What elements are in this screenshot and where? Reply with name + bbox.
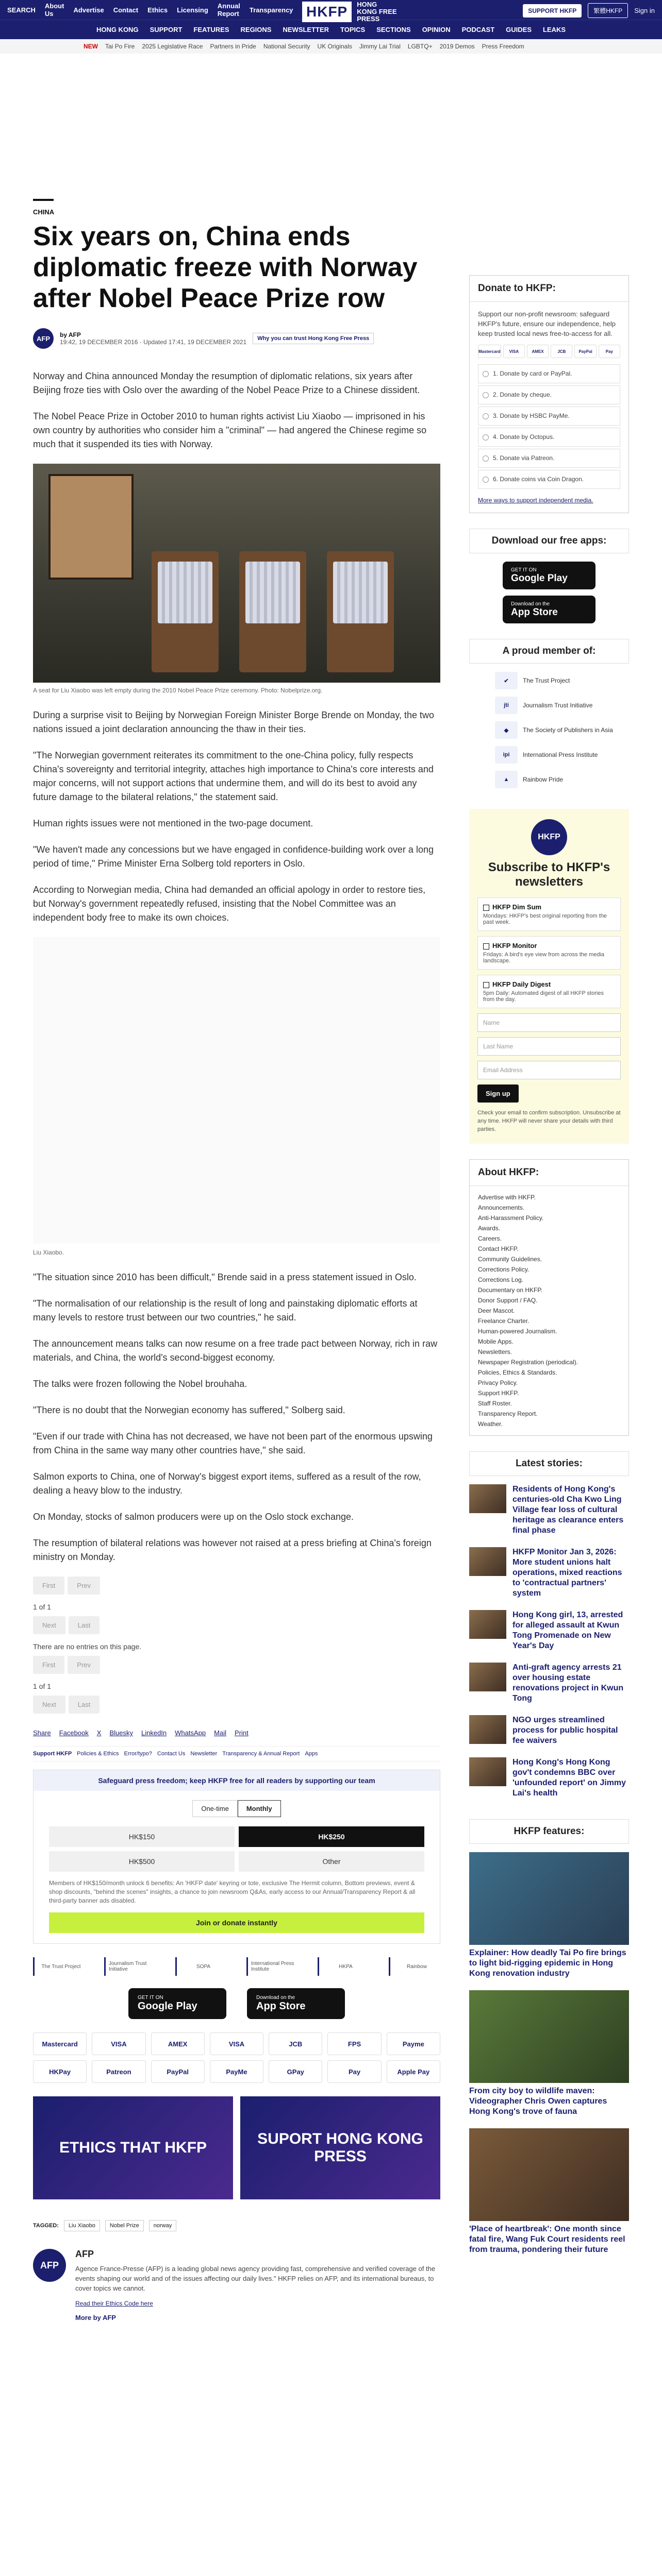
trust-logo[interactable]: HKPA [318,1957,369,1976]
policy-link[interactable]: Policies & Ethics [77,1751,119,1757]
byline [33,328,440,349]
site-logo[interactable] [302,1,398,23]
payment-logo[interactable]: Mastercard [33,2032,87,2055]
chair [239,551,306,672]
divider [33,199,54,201]
author-name[interactable]: AFP [75,2249,94,2259]
newsletter-desc: 5pm Daily: Automated digest of all HKFP stories from the day. [483,990,604,1003]
feature-story[interactable] [469,1990,629,2117]
subnav-item[interactable]: Tai Po Fire [105,43,135,50]
trust-logo[interactable]: Journalism Trust Initiative [104,1957,156,1976]
card-logos [478,345,620,358]
member-name: The Society of Publishers in Asia [523,726,613,734]
page-count: 1 of 1 [33,1682,52,1690]
checkbox-icon[interactable] [483,905,489,911]
about-link[interactable]: Privacy Policy. [478,1379,518,1386]
payment-logo[interactable]: Patreon [92,2060,145,2083]
search-button[interactable]: SEARCH [7,6,36,14]
newsletter-title: Subscribe to HKFP's newsletters [488,860,610,889]
paragraph: During a surprise visit to Beijing by Norwegian Foreign Minister Borge Brende on Monday, the two nations issued a joint declaration announcing the thaw in their ties. [33,710,435,734]
paragraph: The talks were frozen following the Nobel brouhaha. [33,1379,247,1389]
about-link[interactable]: Staff Roster. [478,1400,512,1407]
payment-logo[interactable]: JCB [269,2032,322,2055]
paragraph: According to Norwegian media, China had demanded an official apology in order to restore ties, but Norway's government repeatedly refused, insisting that the Nobel Committee was an independent body free to make its own choices. [33,885,426,923]
facebook-link[interactable]: Facebook [59,1729,89,1737]
newsletter-widget [469,809,629,1144]
latest-story[interactable] [469,1757,629,1799]
payment-logo[interactable]: Apple Pay [387,2060,440,2083]
paragraph: "We haven't made any concessions but we have engaged in confidence-building work over a long period of time," Prime Minister Erna Solberg told reporters in Oslo. [33,844,434,869]
nav-item[interactable]: TOPICS [340,26,366,33]
donation-box [33,1770,440,1944]
features-title: HKFP features: [469,1819,629,1844]
story-link[interactable]: NGO urges streamlined process for public hospital fee waivers [512,1716,618,1745]
newsletter-name: HKFP Dim Sum [492,903,542,911]
story-thumb[interactable] [469,1757,506,1786]
trust-logo[interactable]: The Trust Project [33,1957,85,1976]
about-link[interactable]: Newsletters. [478,1348,512,1355]
payment-logo[interactable]: GPay [269,2060,322,2083]
newsletter-desc: Mondays: HKFP's best original reporting from the past week. [483,913,607,925]
paragraph: The resumption of bilateral relations was however not raised at a press briefing at China's foreign ministry on Monday. [33,1538,432,1562]
member-name: Rainbow Pride [523,776,564,783]
app-stores [33,1988,440,2019]
subnav-item[interactable]: Partners in Pride [210,43,256,50]
story-thumb[interactable] [469,1484,506,1513]
transparency-link[interactable]: Transparency & Annual Report [222,1751,300,1757]
story-thumb[interactable] [469,1715,506,1744]
payment-logo: Pay [599,345,620,358]
about-widget [469,1159,629,1436]
nav-item[interactable]: SUPPORT [150,26,183,33]
newsletter-desc: Fridays: A bird's eye view from across the media landscape. [483,952,605,964]
author-bio: Agence France-Presse (AFP) is a leading global news agency providing fast, comprehensive and verified coverage of the events shaping our world and of the issues affecting our daily lives." HKFP relies on AFP, and its international bureaus, to cover topics we cannot. [75,2265,436,2292]
payment-logo[interactable]: VISA [92,2032,145,2055]
bluesky-link[interactable]: Bluesky [109,1729,133,1737]
google-play-button[interactable] [503,562,595,589]
more-by-link[interactable]: More by AFP [75,2314,116,2321]
payment-logo[interactable]: PayPal [151,2060,205,2083]
latest-story[interactable] [469,1610,629,1651]
payment-logo: VISA [503,345,525,358]
monthly-tab[interactable]: Monthly [238,1800,281,1817]
member-logo[interactable] [495,672,629,689]
contact-link[interactable]: Contact Us [157,1751,186,1757]
latest-story[interactable] [469,1715,629,1746]
feature-link[interactable]: 'Place of heartbreak': One month since fatal fire, Wang Fuk Court residents reel from trauma, pondering their future [469,2225,625,2254]
util-link[interactable]: Ethics [147,6,168,14]
latest-story[interactable] [469,1547,629,1599]
about-link[interactable]: Policies, Ethics & Standards. [478,1369,557,1376]
article-title: Six years on, China ends diplomatic freeze with Norway after Nobel Peace Prize row [33,222,418,313]
about-link[interactable]: Advertise with HKFP. [478,1194,536,1201]
article-category[interactable]: CHINA [33,208,55,216]
subnav-item[interactable]: LGBTQ+ [407,43,433,50]
feature-story[interactable] [469,1852,629,1979]
whatsapp-link[interactable]: WhatsApp [175,1729,206,1737]
nav-item[interactable]: REGIONS [240,26,272,33]
utility-bar [0,0,662,23]
store-small: GET IT ON [138,1995,163,2001]
about-link[interactable]: Donor Support / FAQ. [478,1297,538,1304]
util-link[interactable]: Advertise [73,6,104,14]
about-link[interactable]: Corrections Log. [478,1276,524,1283]
nav-item[interactable]: SECTIONS [376,26,411,33]
page-count: 1 of 1 [33,1603,52,1611]
hkfp-logo: HKFP [531,819,567,855]
member-logo[interactable] [495,771,629,788]
trust-link[interactable]: Why you can trust Hong Kong Free Press [253,333,374,344]
signup-button[interactable]: Sign up [477,1084,519,1103]
paragraph: "The situation since 2010 has been difficult," Brende said in a press statement issued in Oslo. [33,1272,417,1282]
about-link[interactable]: Corrections Policy. [478,1266,529,1273]
nav-item[interactable]: OPINION [422,26,451,33]
video-caption: Liu Xiaobo. [33,1249,64,1256]
about-link[interactable]: Careers. [478,1235,502,1242]
util-link[interactable]: Contact [113,6,139,14]
about-list [470,1186,628,1435]
newsletter-option[interactable] [477,897,621,931]
member-name: Journalism Trust Initiative [523,702,593,709]
paragraph: Salmon exports to China, one of Norway's biggest export items, suffered as a result of the row, dealing a heavy blow to the industry. [33,1471,421,1496]
logo-text: HONG KONG FREE PRESS [357,1,397,23]
first-button[interactable]: First [33,1656,64,1674]
share-link[interactable]: Share [33,1729,51,1737]
logo-mark: HKFP [302,2,352,22]
about-link[interactable]: Announcements. [478,1204,525,1211]
paragraph: The Nobel Peace Prize in October 2010 to human rights activist Liu Xiaobo — imprisoned in his own country by authorities who consider him a "criminal" — had angered the Chinese regime so much that it suspended its ties with Norway. [33,411,427,449]
article [33,199,440,2321]
chair [327,551,394,672]
about-link[interactable]: Community Guidelines. [478,1256,542,1263]
nav-item[interactable]: FEATURES [193,26,229,33]
share-bar [33,1729,440,1737]
story-thumb[interactable] [469,1547,506,1576]
amount-option-selected[interactable]: HK$250 [239,1826,424,1847]
util-link[interactable]: About Us [44,2,64,18]
nav-item[interactable]: HONG KONG [96,26,139,33]
about-link[interactable]: Contact HKFP. [478,1245,519,1252]
print-link[interactable]: Print [234,1729,249,1737]
util-link[interactable]: Licensing [177,6,208,14]
about-link[interactable]: Documentary on HKFP. [478,1286,543,1294]
checkbox-icon[interactable] [483,982,489,988]
payment-logo: Mastercard [478,345,501,358]
apps-link[interactable]: Apps [305,1751,318,1757]
feature-image[interactable] [469,1852,629,1945]
about-link[interactable]: Freelance Charter. [478,1317,529,1325]
video-embed[interactable] [33,937,440,1244]
donate-title: Donate to HKFP: [470,276,628,302]
paragraph: On Monday, stocks of salmon producers were up on the Oslo stock exchange. [33,1512,354,1522]
donate-widget [469,275,629,513]
paragraph: The announcement means talks can now resume on a free trade pact between Norway, rich in raw materials, and China, the world's second-biggest economy. [33,1338,438,1363]
linkedin-link[interactable]: LinkedIn [141,1729,167,1737]
member-logo[interactable] [495,721,629,739]
donation-note: Members of HK$150/month unlock 6 benefits: An 'HKFP date' keyring or tote, exclusive The Hermit column, Bottom previews, event & shop discounts, "behind the scenes" insights, a chance to join newsroom Q&As, early access to our Annual/Transparency Report & all third-party banner ads disabled. [49,1879,416,1904]
store-name: Google Play [138,2001,197,2012]
payment-logo[interactable]: VISA [210,2032,263,2055]
donation-header: Safeguard press freedom; keep HKFP free for all readers by supporting our team [34,1770,440,1791]
app-store-button[interactable] [503,596,595,623]
nav-item[interactable]: NEWSLETTER [283,26,329,33]
donate-option[interactable]: 1. Donate by card or PayPal. [478,364,620,383]
first-button[interactable]: First [33,1577,64,1595]
nav-item[interactable]: LEAKS [543,26,566,33]
portrait-frame [48,474,134,580]
about-link[interactable]: Newspaper Registration (periodical). [478,1359,578,1366]
donate-option[interactable]: 2. Donate by cheque. [478,385,620,404]
app-store-button[interactable] [247,1988,345,2019]
about-link[interactable]: Deer Mascot. [478,1307,515,1314]
ethics-code-link[interactable]: Read their Ethics Code here [75,2300,153,2307]
trust-logo[interactable]: SOPA [175,1957,227,1976]
next-button[interactable]: Next [33,1616,65,1634]
payment-logo[interactable]: Payme [387,2032,440,2055]
paragraph: "Even if our trade with China has not decreased, we have not been part of the enormous upswing from China in the same way many other countries have," she said. [33,1431,433,1455]
feature-story[interactable] [469,2128,629,2255]
payment-logo[interactable]: HKPay [33,2060,87,2083]
sopa-icon: ◆ [495,721,518,739]
payment-logo: JCB [551,345,572,358]
store-small: Download on the [256,1995,295,2001]
apps-title: Download our free apps: [469,529,629,553]
story-link[interactable]: Hong Kong's Hong Kong gov't condemns BBC over 'unfounded report' on Jimmy Lai's health [512,1758,626,1798]
feature-link[interactable]: Explainer: How deadly Tai Po fire brings to light bid-rigging epidemic in Hong Kong renovation industry [469,1948,626,1978]
support-link[interactable]: Support HKFP [33,1751,72,1757]
nav-item[interactable]: PODCAST [461,26,495,33]
donate-options [478,364,620,489]
member-name: International Press Institute [523,751,598,758]
tags-label: TAGGED: [33,2223,59,2229]
store-small: GET IT ON [511,567,537,573]
empty-message: There are no entries on this page. [33,1642,142,1651]
payment-logo: PayPal [574,345,596,358]
subnav-item[interactable]: 2025 Legislative Race [142,43,203,50]
story-link[interactable]: Anti-graft agency arrests 21 over housing estate renovations project in Kwun Tong [512,1663,624,1703]
publish-date: 19:42, 19 DECEMBER 2016 · Updated 17:41, 19 DECEMBER 2021 [60,338,247,346]
sign-in-link[interactable]: Sign in [634,7,655,14]
payment-methods [33,2032,440,2083]
feature-link[interactable]: From city boy to wildlife maven: Videographer Chris Owen captures Hong Kong's trove of fauna [469,2087,607,2116]
paragraph: Human rights issues were not mentioned in the two-page document. [33,818,313,828]
signup-note: Check your email to confirm subscription. Unsubscribe at any time. HKFP will never share your details with third parties. [477,1110,621,1132]
latest-story[interactable] [469,1484,629,1536]
newsletter-name: HKFP Monitor [492,942,537,950]
member-logo[interactable] [495,697,629,714]
feature-image[interactable] [469,2128,629,2221]
newsletter-link[interactable]: Newsletter [190,1751,218,1757]
nav-item[interactable]: GUIDES [506,26,532,33]
newsletter-option[interactable] [477,975,621,1008]
feature-image[interactable] [469,1990,629,2083]
util-link[interactable]: Transparency [249,6,293,14]
donate-option[interactable]: 4. Donate by Octopus. [478,428,620,447]
story-thumb[interactable] [469,1663,506,1691]
member-name: The Trust Project [523,677,570,684]
pagination-top [33,1577,440,1634]
promo-banners [33,2096,440,2199]
one-time-tab[interactable]: One-time [192,1800,237,1817]
story-link[interactable]: Residents of Hong Kong's centuries-old Cha Kwo Ling Village fear loss of cultural heritage as clearance enters final phase [512,1485,624,1535]
ipi-icon: ipi [495,746,518,764]
latest-story[interactable] [469,1663,629,1704]
about-link[interactable]: Support HKFP. [478,1389,519,1397]
newsletter-option[interactable] [477,936,621,970]
util-link[interactable]: Annual Report [217,2,240,18]
footer-links [33,1746,440,1761]
last-name-field[interactable]: Last Name [477,1037,621,1056]
image-caption: A seat for Liu Xiaobo was left empty during the 2010 Nobel Peace Prize ceremony. Photo: Nobelprize.org. [33,687,323,694]
paragraph: Norway and China announced Monday the resumption of diplomatic relations, six years after Beijing froze ties with Oslo over the awarding of the Nobel Peace Prize to a Chinese dissident. [33,371,420,395]
mail-link[interactable]: Mail [214,1729,226,1737]
pagination-bottom [33,1656,440,1714]
newsletter-name: HKFP Daily Digest [492,980,551,988]
trust-project-icon: ✔ [495,672,518,689]
story-thumb[interactable] [469,1610,506,1639]
about-link[interactable]: Transparency Report. [478,1410,538,1417]
payment-logo[interactable]: Pay [327,2060,381,2083]
story-link[interactable]: HKFP Monitor Jan 3, 2026: More student unions halt operations, mixed reactions to 'contractual partners' system [512,1548,622,1598]
member-title: A proud member of: [469,639,629,664]
member-logo[interactable] [495,746,629,764]
subnav-item[interactable]: National Security [263,43,310,50]
amount-grid [34,1826,440,1872]
latest-title: Latest stories: [469,1451,629,1476]
trust-logo[interactable]: Rainbow [389,1957,440,1976]
donate-option[interactable]: 3. Donate by HSBC PayMe. [478,406,620,426]
store-name: Google Play [511,572,568,584]
store-name: App Store [256,2001,306,2012]
ethics-banner[interactable]: ETHICS THAT HKFP [33,2096,233,2199]
store-small: Download on the [511,601,550,607]
error-link[interactable]: Error/typo? [124,1751,152,1757]
next-button[interactable]: Next [33,1696,65,1714]
last-button[interactable]: Last [69,1616,100,1634]
about-link[interactable]: Human-powered Journalism. [478,1328,557,1335]
amount-option[interactable]: HK$150 [49,1826,235,1847]
lang-button[interactable]: 繁體HKFP [588,3,628,18]
google-play-button[interactable] [128,1988,226,2019]
author-name[interactable]: by AFP [60,331,81,338]
support-banner[interactable]: SUPORT HONG KONG PRESS [240,2096,440,2199]
last-button[interactable]: Last [69,1696,100,1714]
author-avatar[interactable]: AFP [33,2249,66,2282]
more-ways-link[interactable]: More ways to support independent media. [478,497,593,504]
subnav-item[interactable]: Press Freedom [482,43,524,50]
paragraph: "There is no doubt that the Norwegian economy has suffered," Solberg said. [33,1405,345,1415]
prev-button[interactable]: Prev [68,1577,100,1595]
paragraph: "The normalisation of our relationship is the result of long and painstaking diplomatic efforts at many levels to restore trust between our two countries," he said. [33,1298,418,1323]
hero-image [33,464,440,683]
new-badge: NEW [84,43,98,50]
subnav-item[interactable]: Jimmy Lai Trial [359,43,401,50]
join-button[interactable]: Join or donate instantly [49,1912,424,1933]
amount-option[interactable]: HK$500 [49,1851,235,1872]
name-field[interactable]: Name [477,1013,621,1032]
author-avatar[interactable]: AFP [33,328,54,349]
x-link[interactable]: X [96,1729,102,1737]
donate-option[interactable]: 5. Donate via Patreon. [478,449,620,468]
subnav-item[interactable]: UK Originals [317,43,352,50]
store-name: App Store [511,606,558,618]
tag[interactable]: Liu Xiaobo [64,2220,100,2231]
support-button[interactable]: SUPPORT HKFP [523,4,582,18]
about-title: About HKFP: [470,1160,628,1186]
sub-nav [0,39,662,54]
jti-icon: jti [495,697,518,714]
trust-logo[interactable]: International Press Institute [246,1957,298,1976]
email-field[interactable]: Email Address [477,1061,621,1079]
about-link[interactable]: Awards. [478,1225,501,1232]
about-link[interactable]: Anti-Harassment Policy. [478,1214,544,1222]
payment-logo[interactable]: FPS [327,2032,381,2055]
paragraph: "The Norwegian government reiterates its commitment to the one-China policy, fully respects China's sovereignty and territorial integrity, attaches high importance to China's core interests and major concerns, will not support actions that undermine them, and will do its best to avoid any future damage to the bilateral relations," the statement said. [33,750,434,802]
story-link[interactable]: Hong Kong girl, 13, arrested for alleged assault at Kwun Tong Promenade on New Year's Day [512,1611,623,1650]
chair [152,551,219,672]
tags [33,2220,440,2231]
prev-button[interactable]: Prev [68,1656,100,1674]
donate-text: Support our non-profit newsroom: safeguard HKFP's future, ensure our independence, help keep trusted local news free-to-access for all. [478,310,616,337]
checkbox-icon[interactable] [483,943,489,950]
rainbow-icon: ▲ [495,771,518,788]
author-box [33,2249,440,2321]
frequency-toggle [34,1800,440,1817]
payment-logo[interactable]: AMEX [151,2032,205,2055]
tag[interactable]: norway [149,2220,176,2231]
about-link[interactable]: Mobile Apps. [478,1338,514,1345]
tag[interactable]: Nobel Prize [105,2220,144,2231]
amount-option[interactable]: Other [239,1851,424,1872]
payment-logo: AMEX [527,345,549,358]
about-link[interactable]: Weather. [478,1420,503,1428]
sidebar [469,275,629,2266]
payment-logo[interactable]: PayMe [210,2060,263,2083]
subnav-item[interactable]: 2019 Demos [439,43,475,50]
trust-logos [33,1957,440,1976]
donate-option[interactable]: 6. Donate coins via Coin Dragon. [478,470,620,489]
